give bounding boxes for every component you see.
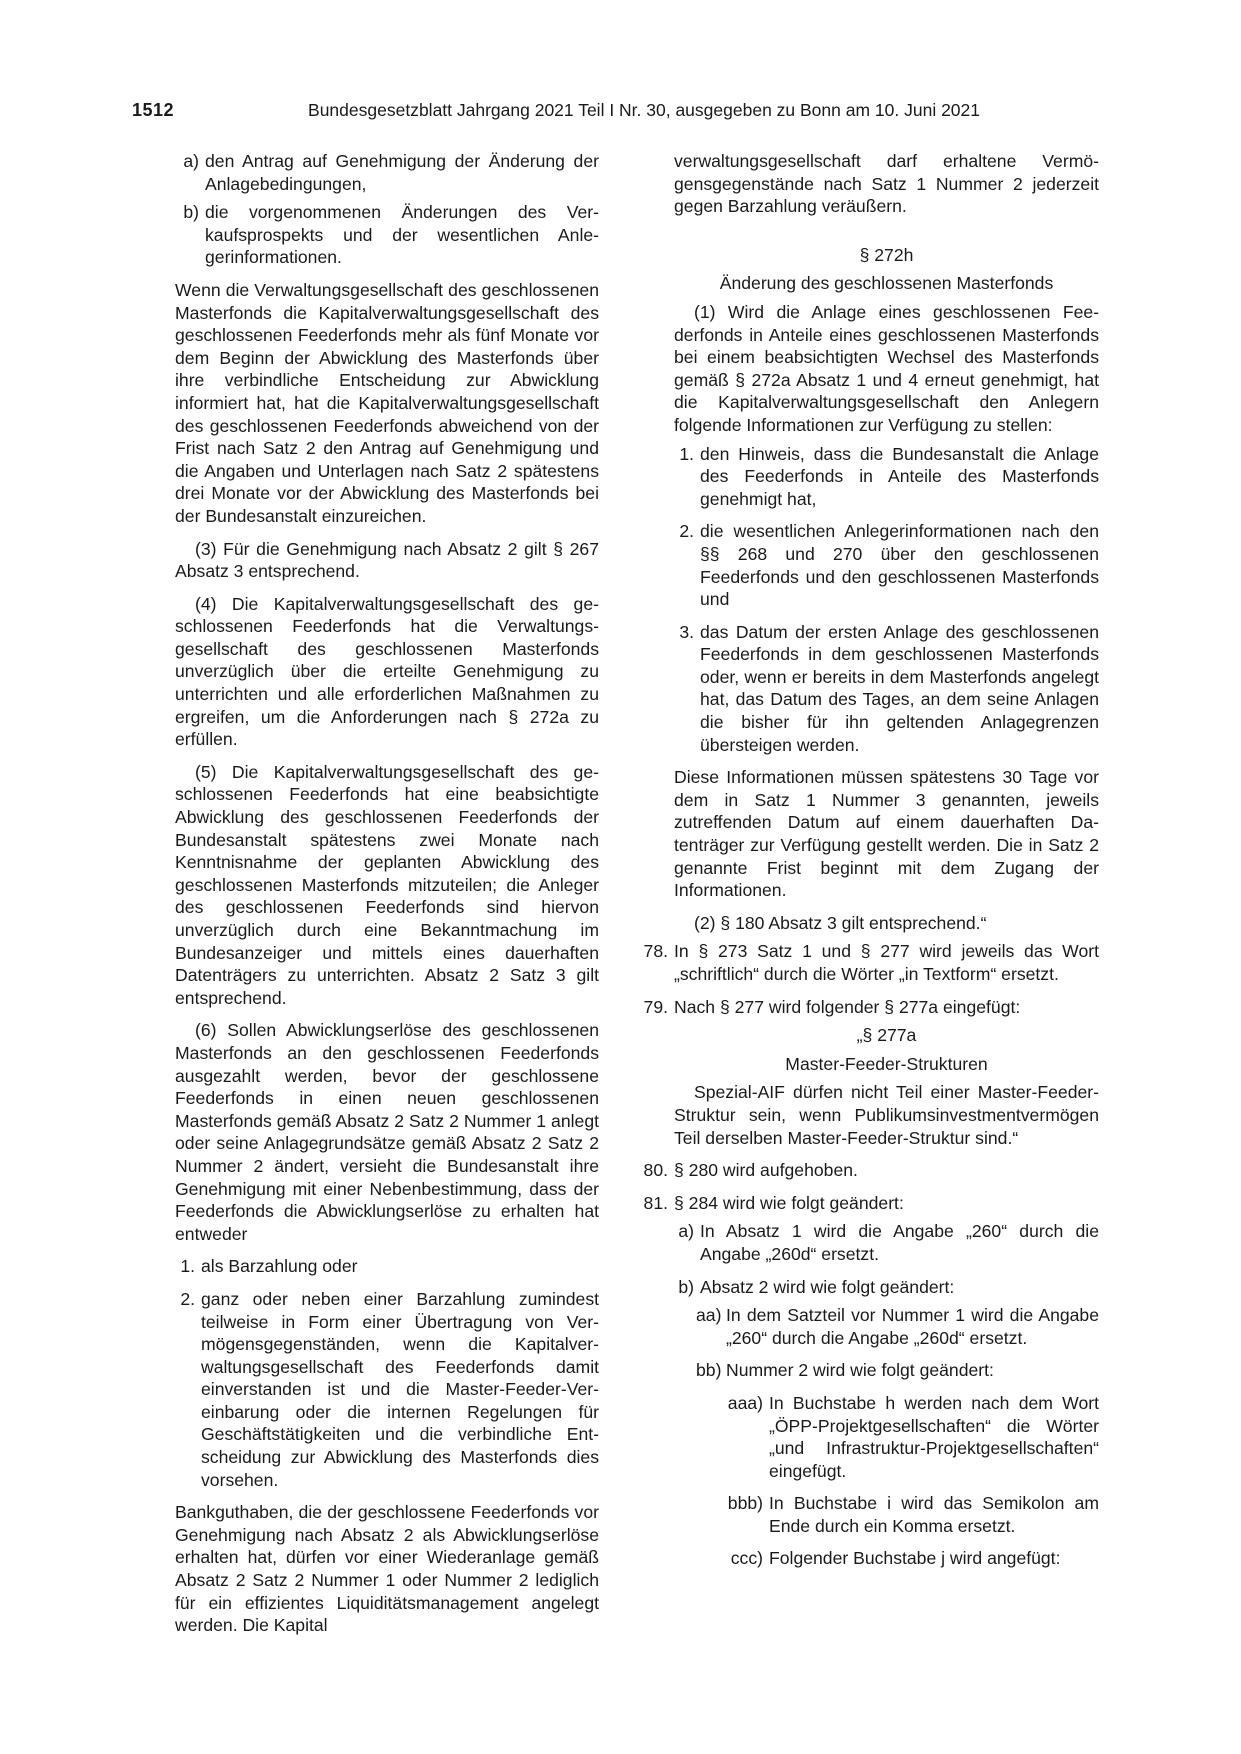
list-item (640, 996, 1099, 1019)
list-label: 1. (679, 443, 694, 464)
list-label: aa) (696, 1305, 722, 1326)
list-text: In Absatz 1 wird die Angabe „260“ durch die Angabe „260d“ ersetzt. (700, 1221, 1099, 1264)
list-item (724, 1492, 1099, 1537)
list-label: 81. (643, 1192, 668, 1213)
list-label: bb) (696, 1360, 722, 1381)
list-text: In § 273 Satz 1 und § 277 wird jeweils das Wort „schriftlich“ durch die Wörter „in Textform“ ersetzt. (674, 941, 1099, 984)
list-text: Nummer 2 wird wie folgt geändert: (726, 1360, 994, 1381)
list-label: 2. (180, 1288, 195, 1309)
list-text: Nach § 277 wird folgender § 277a eingefügt: (674, 996, 1021, 1017)
list-item (175, 1255, 599, 1278)
list-item (175, 1288, 599, 1491)
list-label: a) (678, 1221, 694, 1242)
list-item (640, 940, 1099, 985)
list-item (674, 1276, 1099, 1299)
list-text: In Buchstabe i wird das Semikolon am Ende durch ein Komma ersetzt. (769, 1493, 1099, 1536)
list-item (674, 621, 1099, 757)
paragraph: (2) § 180 Absatz 3 gilt entsprechend.“ (694, 912, 987, 933)
list-item (724, 1547, 1099, 1570)
list-text: § 284 wird wie folgt geändert: (674, 1192, 904, 1213)
list-item (640, 1192, 1099, 1215)
list-text: § 280 wird aufgehoben. (674, 1160, 858, 1181)
list-label: b) (678, 1276, 694, 1297)
left-column (175, 150, 599, 1643)
list-text: als Barzahlung oder (201, 1256, 358, 1277)
running-head: Bundesgesetzblatt Jahrgang 2021 Teil I Nr. 30, ausgegeben zu Bonn am 10. Juni 2021 (308, 100, 980, 120)
list-item (696, 1304, 1099, 1349)
section-number: § 272h (859, 244, 914, 265)
list-label: a) (183, 151, 199, 171)
list-text: Absatz 2 wird wie folgt geändert: (700, 1276, 955, 1297)
section-title: Master-Feeder-Strukturen (785, 1053, 988, 1074)
right-column (643, 150, 1099, 1576)
list-item (674, 520, 1099, 610)
list-item (674, 443, 1099, 511)
paragraph: Wenn die Verwaltungsgesellschaft des geschlossenen Masterfonds die Kapitalverwaltungsgesellschaft des geschlossenen Feederfonds mehr als fünf Monate vor dem Beginn der Abwicklung des Masterfonds über ihre verbindliche Entscheidung zur Abwicklung informiert hat, hat die Kapitalverwaltungsgesellschaft des geschlossenen Feederfonds abweichend von der Frist nach Satz 2 den Antrag auf Genehmigung und die Angaben und Unterlagen nach Satz 2 spätestens drei Monate vor der Abwicklung des Masterfonds bei der Bundesanstalt einzureichen. (175, 279, 599, 526)
list-label: bbb) (727, 1493, 763, 1514)
paragraph: (5) Die Kapitalverwaltungsgesellschaft des geschlossenen Feederfonds hat eine beabsichtigte Abwicklung des geschlossenen Feederfonds der Bundesanstalt spätestens zwei Monate nach Kenntnisnahme der geplanten Abwicklung des geschlossenen Masterfonds mitzuteilen; die Anleger des geschlossenen Feederfonds sind hiervon unverzüglich durch eine Bekanntmachung im Bundesanzeiger und mittels eines dauerhaften Datenträgers zu unterrichten. Absatz 2 Satz 3 gilt entsprechend. (175, 761, 599, 1008)
paragraph: verwaltungsgesellschaft darf erhaltene Vermögensgegenstände nach Satz 1 Nummer 2 jederzeit gegen Barzahlung veräußern. (674, 151, 1099, 217)
list-label: 78. (643, 941, 668, 962)
list-item (640, 1159, 1099, 1182)
paragraph: (4) Die Kapitalverwaltungsgesellschaft des geschlossenen Feederfonds hat die Verwaltungsgesellschaft des geschlossenen Masterfonds unverzüglich über die erteilte Genehmigung zu unterrichten und alle erforderlichen Maßnahmen zu ergreifen, um die Anforderungen nach § 272a zu erfüllen. (175, 593, 599, 750)
list-text: In Buchstabe h werden nach dem Wort „ÖPP-Projektgesellschaften“ die Wörter „und Infrastruktur-Projektgesellschaften“ eingefügt. (769, 1392, 1099, 1481)
list-item (175, 150, 599, 195)
list-text: ganz oder neben einer Barzahlung zumindest teilweise in Form einer Übertragung von Vermögensgegenständen, wenn die Kapitalverwaltungsgesellschaft des Feederfonds damit einverstanden ist und die Master-Feeder-Vereinbarung oder die internen Regelungen für Geschäftstätigkeiten und die verbindliche Entscheidung zur Abwicklung des Masterfonds dies vorsehen. (201, 1288, 599, 1490)
list-label: 3. (679, 621, 694, 642)
list-label: ccc) (730, 1548, 763, 1569)
list-text: den Hinweis, dass die Bundesanstalt die Anlage des Feederfonds in Anteile des Masterfonds genehmigt hat, (700, 443, 1099, 509)
list-label: aaa) (727, 1392, 763, 1413)
list-label: 80. (643, 1160, 668, 1181)
list-item (175, 201, 599, 269)
paragraph: (6) Sollen Abwicklungserlöse des geschlossenen Masterfonds an den geschlossenen Feederfonds ausgezahlt werden, bevor der geschlossene Feederfonds in einen neuen geschlossenen Masterfonds gemäß Absatz 2 Satz 2 Nummer 1 anlegt oder seine Anlagegrundsätze gemäß Absatz 2 Satz 2 Nummer 2 ändert, versieht die Bundesanstalt ihre Genehmigung mit einer Nebenbestimmung, dass der Feederfonds die Abwicklungserlöse zu erhalten hat entweder (175, 1020, 599, 1244)
list-item (674, 1220, 1099, 1265)
list-label: b) (183, 202, 199, 223)
list-text: den Antrag auf Genehmigung der Änderung der Anlagebedingungen, (205, 151, 599, 194)
paragraph: (1) Wird die Anlage eines geschlossenen Feederfonds in Anteile eines geschlossenen Masterfonds bei einem beabsichtigten Wechsel des Masterfonds gemäß § 272a Absatz 1 und 4 erneut genehmigt, hat die Kapitalverwaltungsgesellschaft den Anlegern folgende Informationen zur Verfügung zu stellen: (674, 301, 1099, 435)
page-header (132, 100, 980, 126)
page-number: 1512 (132, 100, 175, 120)
list-label: 1. (180, 1256, 195, 1277)
paragraph: Bankguthaben, die der geschlossene Feederfonds vor Genehmigung nach Absatz 2 als Abwicklungserlöse erhalten hat, dürfen vor einer Wiederanlage gemäß Absatz 2 Satz 2 Nummer 1 oder Nummer 2 lediglich für ein effizientes Liquiditätsmanagement angelegt werden. Die Kapital (175, 1502, 599, 1636)
paragraph: Diese Informationen müssen spätestens 30 Tage vor dem in Satz 1 Nummer 3 genannten, jeweils zutreffenden Datum auf einem dauerhaften Datenträger zur Verfügung gestellt werden. Die in Satz 2 genannte Frist beginnt mit dem Zugang der Informationen. (674, 767, 1099, 901)
list-text: In dem Satzteil vor Nummer 1 wird die Angabe „260“ durch die Angabe „260d“ ersetzt. (726, 1305, 1099, 1348)
list-label: 2. (679, 521, 694, 542)
list-label: 79. (643, 996, 668, 1017)
list-text: das Datum der ersten Anlage des geschlossenen Feederfonds in dem geschlossenen Masterfonds oder, wenn er bereits in dem Masterfonds angelegt hat, das Datum des Tages, an dem seine Anlagen die bisher für ihn geltenden Anlagegrenzen übersteigen werden. (700, 621, 1099, 755)
list-item (724, 1392, 1099, 1482)
list-text: Folgender Buchstabe j wird angefügt: (769, 1548, 1061, 1569)
section-title: Änderung des geschlossenen Masterfonds (719, 273, 1054, 294)
list-text: die vorgenommenen Änderungen des Verkaufsprospekts und der wesentlichen Anlegerinformationen. (205, 202, 599, 268)
list-text: die wesentlichen Anlegerinformationen nach den §§ 268 und 270 über den geschlossenen Feederfonds und den geschlossenen Masterfonds und (700, 521, 1099, 610)
paragraph: (3) Für die Genehmigung nach Absatz 2 gilt § 267 Absatz 3 entsprechend. (175, 538, 599, 582)
paragraph: Spezial-AIF dürfen nicht Teil einer Master-Feeder-Struktur sein, wenn Publikumsinvestmentvermögen Teil derselben Master-Feeder-Struktur sind.“ (674, 1082, 1099, 1148)
list-item (696, 1359, 1099, 1382)
section-number: „§ 277a (856, 1025, 917, 1046)
